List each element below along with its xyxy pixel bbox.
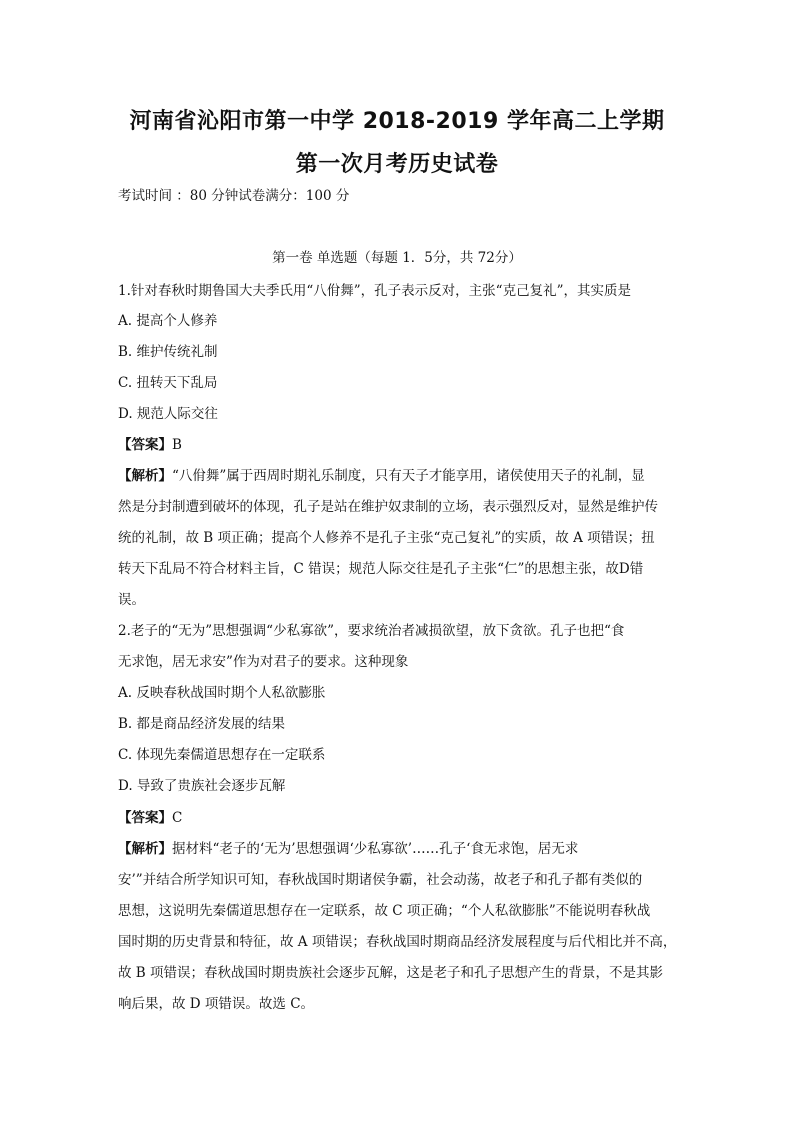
question-1-option-b: B. 维护传统礼制 xyxy=(118,344,218,360)
analysis-tag: 【解析】 xyxy=(118,841,172,857)
answer-value: B xyxy=(172,437,182,453)
section-header: 第一卷 单选题（每题 1．5分，共 72分） xyxy=(272,250,522,266)
question-1-analysis-line xyxy=(118,466,678,486)
question-1-stem: 1.针对春秋时期鲁国大夫季氏用“八佾舞”，孔子表示反对，主张“克己复礼”，其实质是 xyxy=(118,283,631,299)
question-2-analysis-line: 国时期的历史背景和特征，故 A 项错误；春秋战国时期商品经济发展程度与后代相比并不高， xyxy=(118,934,677,950)
question-2-stem: 2.老子的“无为”思想强调“少私寡欲”，要求统治者减损欲望，放下贪欲。孔子也把“食 xyxy=(118,623,625,639)
question-1-analysis-line: 然是分封制遭到破坏的体现，孔子是站在维护奴隶制的立场，表示强烈反对，显然是维护传 xyxy=(118,499,658,515)
question-2-option-a: A. 反映春秋战国时期个人私欲膨胀 xyxy=(118,685,326,701)
question-2-answer xyxy=(118,808,678,828)
question-1-analysis-line: 转天下乱局不符合材料主旨，C 错误；规范人际交往是孔子主张“仁”的思想主张，故D错 xyxy=(118,561,644,577)
question-1-analysis-line: 误。 xyxy=(118,592,145,608)
question-2-analysis-line: 安’”并结合所学知识可知，春秋战国时期诸侯争霸，社会动荡，故老子和孔子都有类似的 xyxy=(118,872,643,888)
question-1-analysis-line: 统的礼制，故 B 项正确；提高个人修养不是孔子主张“克己复礼”的实质，故 A 项错误；扭 xyxy=(118,530,655,546)
question-2-analysis-line: 思想，这说明先秦儒道思想存在一定联系，故 C 项正确；“个人私欲膨胀”不能说明春秋战 xyxy=(118,903,651,919)
question-2-option-c: C. 体现先秦儒道思想存在一定联系 xyxy=(118,747,326,763)
title-line-2: 第一次月考历史试卷 xyxy=(295,152,499,177)
analysis-tag: 【解析】 xyxy=(118,468,172,484)
question-2-analysis-line: 故 B 项错误；春秋战国时期贵族社会逐步瓦解，这是老子和孔子思想产生的背景，不是其影 xyxy=(118,965,664,981)
question-1-option-c: C. 扭转天下乱局 xyxy=(118,375,218,391)
question-2-option-b: B. 都是商品经济发展的结果 xyxy=(118,716,286,732)
analysis-text: “八佾舞”属于西周时期礼乐制度，只有天子才能享用，诸侯使用天子的礼制，显 xyxy=(172,468,645,484)
question-1-answer xyxy=(118,435,678,455)
question-1-option-a: A. 提高个人修养 xyxy=(118,313,218,329)
answer-value: C xyxy=(172,810,183,826)
title-line-1: 河南省沁阳市第一中学 2018-2019 学年高二上学期 xyxy=(129,109,665,134)
question-2-analysis-line xyxy=(118,839,678,859)
question-2-option-d: D. 导致了贵族社会逐步瓦解 xyxy=(118,778,286,794)
question-2-stem: 无求饱，居无求安”作为对君子的要求。这种现象 xyxy=(118,654,409,670)
answer-tag: 【答案】 xyxy=(118,437,172,453)
answer-tag: 【答案】 xyxy=(118,810,172,826)
question-1-option-d: D. 规范人际交往 xyxy=(118,406,218,422)
exam-info: 考试时间 ：80 分钟试卷满分：100 分 xyxy=(118,188,350,204)
analysis-text: 据材料“老子的‘无为’思想强调‘少私寡欲’……孔子‘食无求饱，居无求 xyxy=(172,841,579,857)
question-2-analysis-line: 响后果，故 D 项错误。故选 C。 xyxy=(118,996,315,1012)
